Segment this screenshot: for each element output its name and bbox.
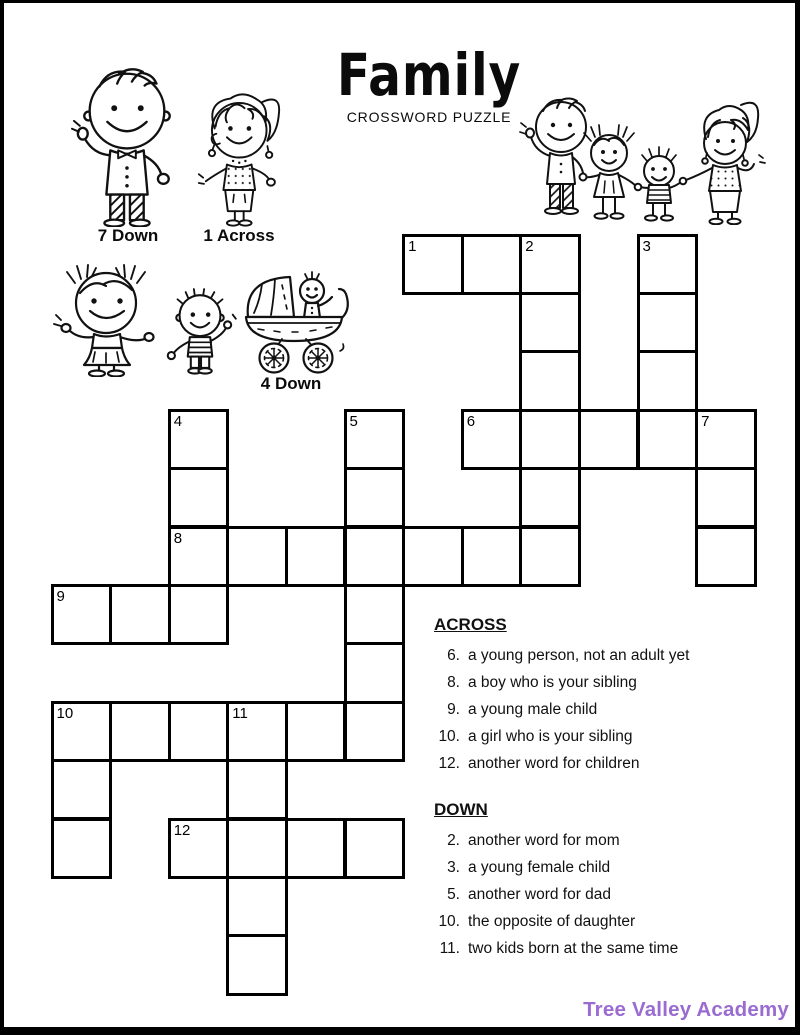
clue-text: a boy who is your sibling (468, 674, 637, 691)
grid-cell[interactable] (519, 292, 581, 353)
grid-cell[interactable] (637, 409, 699, 470)
grid-cell-number: 5 (349, 412, 358, 430)
grid-cell-number: 2 (525, 237, 534, 255)
grid-cell[interactable] (461, 409, 523, 470)
grid-cell-number: 3 (642, 237, 651, 255)
mom-figure-label: 1 Across (203, 226, 275, 245)
baby-pram-figure-label: 4 Down (260, 374, 322, 393)
across-heading: ACROSS (434, 615, 507, 634)
grid-cell[interactable] (168, 409, 230, 470)
grid-cell[interactable] (285, 526, 347, 587)
grid-cell[interactable] (51, 701, 113, 762)
grid-cell[interactable] (168, 526, 230, 587)
down-heading: DOWN (434, 800, 488, 819)
clue-text: a girl who is your sibling (468, 728, 633, 745)
boy-illustration (163, 286, 237, 375)
grid-cell[interactable] (519, 234, 581, 295)
girl-illustration (50, 255, 162, 377)
down-clue (434, 935, 764, 962)
clue-number: 12. (438, 755, 460, 772)
grid-cell[interactable] (226, 701, 288, 762)
clue-text: another word for children (468, 755, 640, 772)
grid-cell[interactable] (109, 584, 171, 645)
grid-cell[interactable] (168, 818, 230, 879)
across-clue (434, 750, 764, 777)
clue-text: the opposite of daughter (468, 913, 636, 930)
clue-number: 6. (447, 647, 460, 664)
down-clue (434, 908, 764, 935)
clue-text: another word for mom (468, 832, 620, 849)
across-clue (434, 696, 764, 723)
grid-cell[interactable] (51, 818, 113, 879)
clue-number: 3. (447, 859, 460, 876)
clue-number: 11. (439, 940, 460, 957)
down-clue (434, 881, 764, 908)
grid-cell[interactable] (226, 818, 288, 879)
grid-cell[interactable] (344, 467, 406, 528)
grid-cell[interactable] (168, 467, 230, 528)
across-clues-section (434, 615, 764, 777)
grid-cell[interactable] (226, 759, 288, 820)
grid-cell-number: 6 (466, 412, 476, 430)
clue-text: a young male child (468, 701, 598, 718)
grid-cell[interactable] (51, 759, 113, 820)
clue-number: 9. (447, 701, 460, 718)
grid-cell[interactable] (461, 234, 523, 295)
grid-cell[interactable] (344, 818, 406, 879)
dad-illustration (70, 60, 183, 227)
grid-cell[interactable] (285, 701, 347, 762)
grid-cell[interactable] (51, 584, 113, 645)
grid-cell[interactable] (519, 409, 581, 470)
grid-cell[interactable] (344, 584, 406, 645)
grid-cell[interactable] (226, 876, 288, 937)
clue-text: another word for dad (468, 886, 612, 903)
clue-text: a young female child (468, 859, 611, 876)
clue-number: 10. (438, 728, 460, 745)
grid-cell[interactable] (344, 409, 406, 470)
grid-cell[interactable] (637, 234, 699, 295)
grid-cell-number: 7 (701, 412, 710, 430)
clue-number: 8. (447, 674, 460, 691)
grid-cell[interactable] (226, 934, 288, 995)
clue-number: 10. (438, 913, 460, 930)
grid-cell[interactable] (285, 818, 347, 879)
grid-cell-number: 10 (56, 704, 74, 722)
mom-illustration (197, 88, 285, 227)
baby-pram-illustration (238, 265, 351, 375)
grid-cell[interactable] (168, 701, 230, 762)
clue-text: a young person, not an adult yet (468, 647, 690, 664)
across-clue (434, 669, 764, 696)
grid-cell-number: 4 (173, 412, 183, 430)
across-clue-list (434, 642, 764, 777)
grid-cell[interactable] (519, 467, 581, 528)
grid-cell-number: 12 (173, 821, 191, 839)
grid-cell[interactable] (344, 701, 406, 762)
grid-cell[interactable] (578, 409, 640, 470)
family-group-illustration (519, 91, 784, 225)
grid-cell[interactable] (344, 526, 406, 587)
clue-number: 2. (447, 832, 460, 849)
grid-cell[interactable] (695, 526, 757, 587)
grid-cell[interactable] (637, 292, 699, 353)
page-title: Family (336, 41, 522, 109)
grid-cell[interactable] (519, 526, 581, 587)
grid-cell-number: 1 (408, 237, 417, 255)
grid-cell-number: 11 (232, 704, 248, 722)
grid-cell[interactable] (402, 526, 464, 587)
page-subtitle: CROSSWORD PUZZLE (346, 109, 512, 125)
dad-figure-label: 7 Down (97, 226, 159, 245)
across-clue (434, 642, 764, 669)
brand-footer: Tree Valley Academy (583, 998, 789, 1021)
clue-text: two kids born at the same time (468, 940, 679, 957)
down-clue (434, 854, 764, 881)
grid-cell[interactable] (695, 409, 757, 470)
down-clue-list (434, 827, 764, 962)
clue-number: 5. (447, 886, 460, 903)
grid-cell[interactable] (344, 642, 406, 703)
down-clues-section (434, 800, 764, 962)
grid-cell[interactable] (226, 526, 288, 587)
grid-cell[interactable] (637, 350, 699, 411)
grid-cell[interactable] (402, 234, 464, 295)
across-clue (434, 723, 764, 750)
grid-cell-number: 8 (173, 529, 183, 547)
grid-cell[interactable] (519, 350, 581, 411)
grid-cell[interactable] (695, 467, 757, 528)
grid-cell[interactable] (461, 526, 523, 587)
grid-cell[interactable] (168, 584, 230, 645)
grid-cell-number: 9 (56, 587, 65, 605)
grid-cell[interactable] (109, 701, 171, 762)
down-clue (434, 827, 764, 854)
